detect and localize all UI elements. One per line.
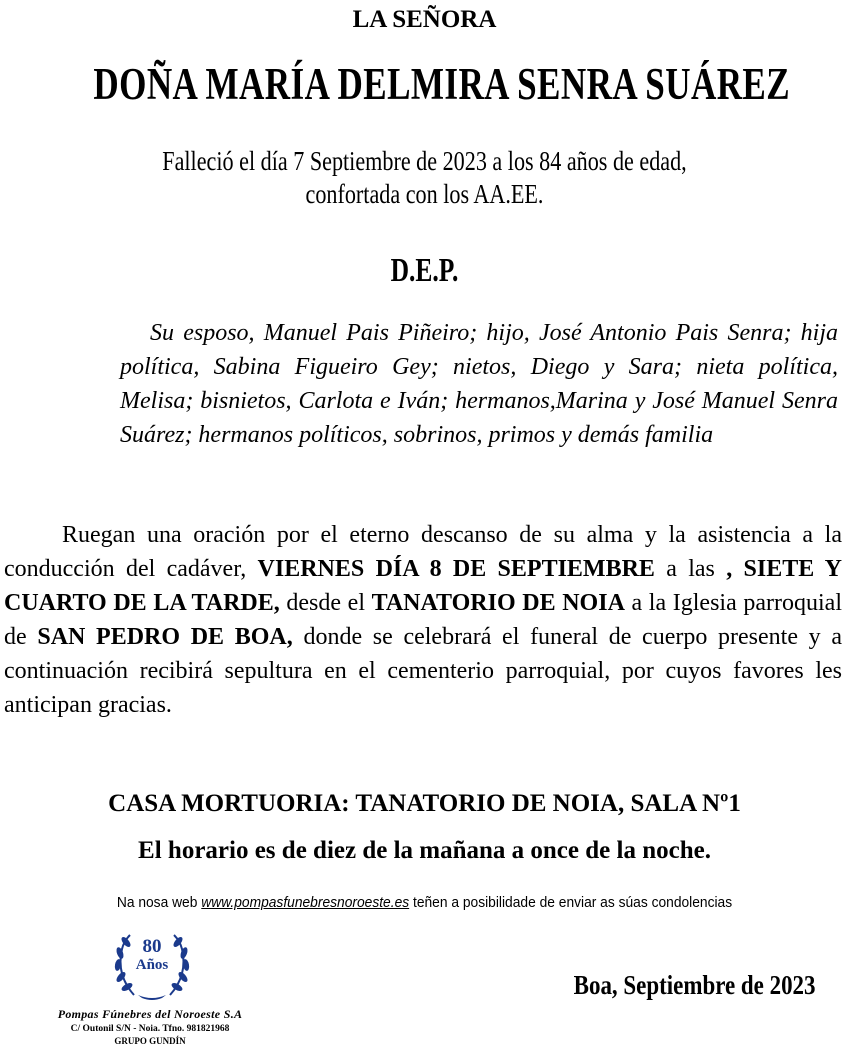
casa-mortuoria: CASA MORTUORIA: TANATORIO DE NOIA, SALA Nº1: [108, 790, 741, 817]
family-paragraph: [120, 316, 838, 452]
death-notice: [76, 145, 772, 211]
badge-years-label: Años: [135, 957, 169, 973]
heading-la-senora: LA SEÑORA: [352, 6, 497, 33]
dep-mark: D.E.P.: [390, 252, 459, 289]
invite-text-1: Ruegan una oración por el eterno descanso de su alma y la asistencia a la conducción del cadáver,: [4, 522, 842, 582]
invite-date: VIERNES DÍA 8 DE SEPTIEMBRE: [257, 556, 655, 582]
web-notice: [34, 894, 815, 911]
invite-text-4: a la Iglesia parroquial de: [4, 590, 842, 650]
invite-church: SAN PEDRO DE BOA,: [37, 624, 293, 650]
place-date: Boa, Septiembre de 2023: [573, 970, 815, 1000]
invite-funeral-home: TANATORIO DE NOIA: [371, 590, 625, 616]
deceased-name: DOÑA MARÍA DELMIRA SENRA SUÁREZ: [93, 59, 791, 109]
web-text-before: Na nosa web: [116, 894, 202, 911]
website-link[interactable]: www.pompasfunebresnoroeste.es: [201, 894, 410, 911]
family-text: Su esposo, Manuel Pais Piñeiro; hijo, José Antonio Pais Senra; hija política, Sabina Figueiro Gey; nietos, Diego y Sara; nieta política, Melisa; bisnietos, Carlota e Iván; hermanos,Marina y José Manuel Senra Suárez; hermanos políticos, sobrinos, primos y demás familia: [120, 320, 838, 448]
death-line-1: Falleció el día 7 Septiembre de 2023 a los 84 años de edad,: [162, 146, 687, 176]
web-text-after: teñen a posibilidade de enviar as súas condolencias: [409, 894, 733, 911]
invite-text-3: desde el: [279, 590, 372, 616]
company-logo: [30, 925, 270, 1049]
opening-hours: El horario es de diez de la mañana a once de la noche.: [138, 837, 711, 864]
company-group: GRUPO GUNDÍN: [114, 1036, 186, 1046]
badge-years-number: 80: [142, 936, 162, 957]
invite-text-2: a las: [654, 556, 727, 582]
company-address: C/ Outonil S/N - Noia. Tfno. 981821968: [70, 1024, 230, 1034]
death-line-2: confortada con los AA.EE.: [305, 179, 544, 209]
invite-time: , SIETE Y CUARTO DE LA TARDE,: [4, 556, 842, 616]
company-name: Pompas Fúnebres del Noroeste S.A: [57, 1007, 243, 1021]
invite-text-5: donde se celebrará el funeral de cuerpo presente y a continuación recibirá sepultura en el cementerio parroquial, por cuyos favores les anticipan gracias.: [4, 624, 843, 718]
invitation-paragraph: [4, 518, 842, 722]
